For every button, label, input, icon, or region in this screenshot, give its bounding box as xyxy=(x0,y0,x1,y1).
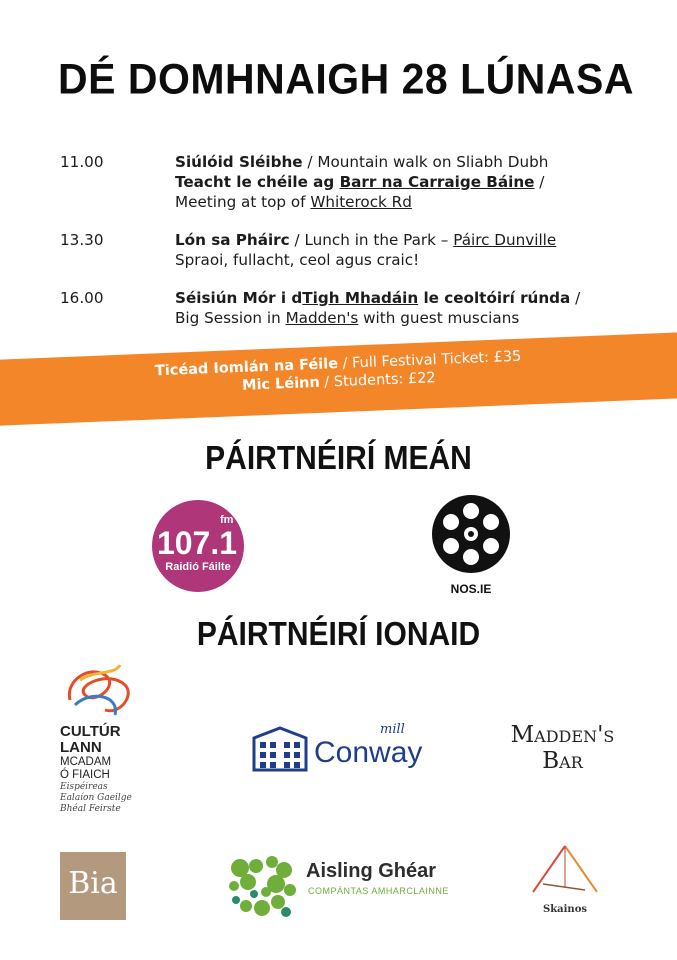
schedule-time: 13.30 xyxy=(60,231,104,249)
schedule-description: Lón sa Pháirc / Lunch in the Park – Páirc Dunville Spraoi, fullacht, ceol agus craic! xyxy=(175,231,557,269)
aisling-ghear-logo: Aisling Ghéar COMPÁNTAS AMHARCLAINNE xyxy=(226,850,456,922)
schedule-description: Séisiún Mór i dTigh Mhadáin le ceoltóirí rúnda / Big Session in Madden's with guest muscians xyxy=(175,289,581,327)
schedule-time: 11.00 xyxy=(60,153,104,171)
schedule-time: 16.00 xyxy=(60,289,104,307)
radio-failte-logo xyxy=(150,498,246,594)
page-title: DÉ DOMHNAIGH 28 LÚNASA xyxy=(58,54,634,104)
svg-text:107.1: 107.1 xyxy=(156,525,238,561)
culturlann-logo: CULTÚR LANN MCADAM Ó FIAICH Eispéireas Ealaíon Gaeilge Bhéal Feirste xyxy=(60,660,140,820)
media-partners-heading: PÁIRTNÉIRÍ MEÁN xyxy=(205,440,472,477)
nos-label: NOS.IE xyxy=(450,582,492,596)
ticket-info: Ticéad Iomlán na Féile / Full Festival Ticket: £35 Mic Léinn / Students: £22 xyxy=(154,348,522,394)
svg-text:Raidió Fáilte: Raidió Fáilte xyxy=(165,561,231,573)
venue-partners-heading: PÁIRTNÉIRÍ IONAID xyxy=(196,616,481,653)
culturlann-swirl-icon xyxy=(60,660,140,720)
skainos-tent-icon xyxy=(525,842,605,900)
building-icon xyxy=(250,724,310,774)
ag-mosaic-icon xyxy=(226,850,302,922)
venue-link[interactable]: Madden's xyxy=(285,309,359,327)
skainos-logo: Skainos xyxy=(525,842,605,922)
venue-link[interactable]: Páirc Dunville xyxy=(453,231,557,249)
venue-link[interactable]: Tigh Mhadáin xyxy=(302,289,419,307)
maddens-bar-logo: Madden's Bar xyxy=(510,722,615,774)
schedule-description: Siúlóid Sléibhe / Mountain walk on Sliabh Dubh Teacht le chéile ag Barr na Carraige Báine / Meeting at top of Whiterock Rd xyxy=(175,153,549,211)
venue-link[interactable]: Whiterock Rd xyxy=(310,193,412,211)
svg-text:fm: fm xyxy=(220,514,234,526)
venue-link[interactable]: Barr na Carraige Báine xyxy=(339,173,535,191)
nos-logo xyxy=(431,494,511,604)
conway-mill-logo: mill Conway xyxy=(250,722,430,780)
bia-logo: Bia xyxy=(60,852,126,920)
